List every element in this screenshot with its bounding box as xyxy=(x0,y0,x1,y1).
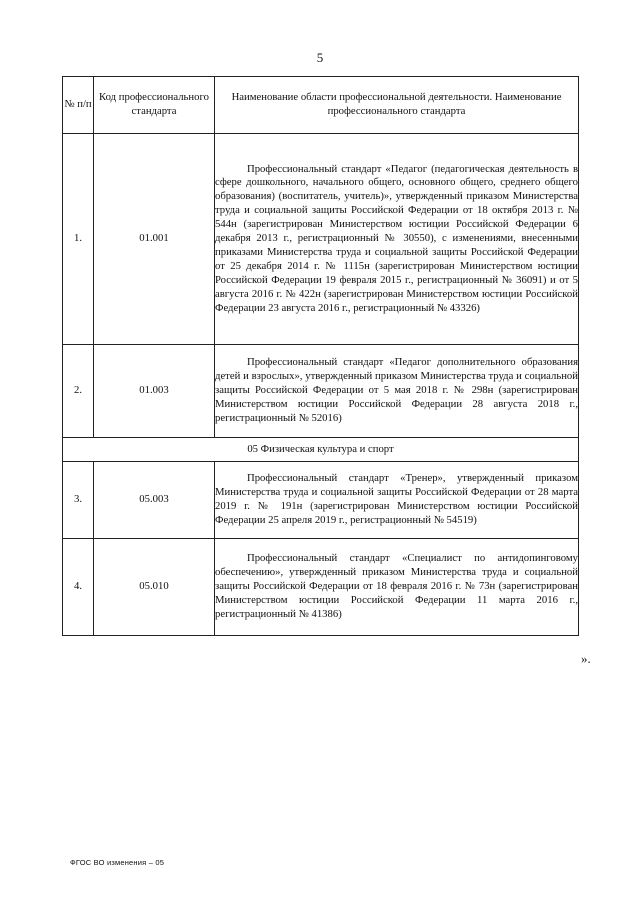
header-name: Наименование области профессиональной деятельности. Наименование профессионального стандарта xyxy=(215,77,579,134)
standard-description xyxy=(215,539,579,636)
row-number: 1. xyxy=(63,134,94,345)
header-code: Код профессионального стандарта xyxy=(94,77,215,134)
row-number: 3. xyxy=(63,462,94,539)
table-row xyxy=(63,345,579,438)
table-row xyxy=(63,462,579,539)
standard-description xyxy=(215,134,579,345)
standard-code: 05.003 xyxy=(94,462,215,539)
standard-code: 01.003 xyxy=(94,345,215,438)
standard-text: Профессиональный стандарт «Тренер», утвержденный приказом Министерства труда и социальной защиты Российской Федерации от 28 марта 2019 г. № 191н (зарегистрирован Министерством юстиции Российской Федерации 25 апреля 2019 г., регистрационный № 54519) xyxy=(215,472,578,526)
standard-text: Профессиональный стандарт «Специалист по антидопинговому обеспечению», утвержденный приказом Министерства труда и социальной защиты Российской Федерации от 18 февраля 2016 г. № 73н (зарегистрирован Министерством юстиции Российской Федерации 11 марта 2016 г., регистрационный № 41386) xyxy=(215,552,578,620)
section-header-row xyxy=(63,438,579,462)
row-number: 4. xyxy=(63,539,94,636)
closing-quote: ». xyxy=(581,651,591,666)
standard-description xyxy=(215,345,579,438)
row-number: 2. xyxy=(63,345,94,438)
header-number: № п/п xyxy=(63,77,94,134)
standard-code: 05.010 xyxy=(94,539,215,636)
table-header-row xyxy=(63,77,579,134)
standard-description xyxy=(215,462,579,539)
standard-text: Профессиональный стандарт «Педагог дополнительного образования детей и взрослых», утвержденный приказом Министерства труда и социальной защиты Российской Федерации от 5 мая 2018 г. № 298н (зарегистрирован Министерством юстиции Российской Федерации 28 августа 2018 г., регистрационный № 52016) xyxy=(215,356,578,424)
professional-standards-table xyxy=(62,76,579,636)
standard-code: 01.001 xyxy=(94,134,215,345)
table-row xyxy=(63,134,579,345)
footer-note: ФГОС ВО изменения – 05 xyxy=(70,858,165,867)
section-header: 05 Физическая культура и спорт xyxy=(63,438,579,462)
page-number: 5 xyxy=(316,50,324,65)
table-row xyxy=(63,539,579,636)
standard-text: Профессиональный стандарт «Педагог (педагогическая деятельность в сфере дошкольного, начального общего, основного общего, среднего общего образования) (воспитатель, учитель)», утвержденный приказом Министерства труда и социальной защиты Российской Федерации от 18 октября 2013 г. № 544н (зарегистрирован Министерством юстиции Российской Федерации 6 декабря 2013 г., регистрационный № 30550), с изменениями, внесенными приказами Министерства труда и социальной защиты Российской Федерации от 25 декабря 2014 г. № 1115н (зарегистрирован Министерством юстиции Российской Федерации 19 февраля 2015 г., регистрационный № 36091) и от 5 августа 2016 г. № 422н (зарегистрирован Министерством юстиции Российской Федерации 23 августа 2016 г., регистрационный № 43326) xyxy=(215,162,578,314)
